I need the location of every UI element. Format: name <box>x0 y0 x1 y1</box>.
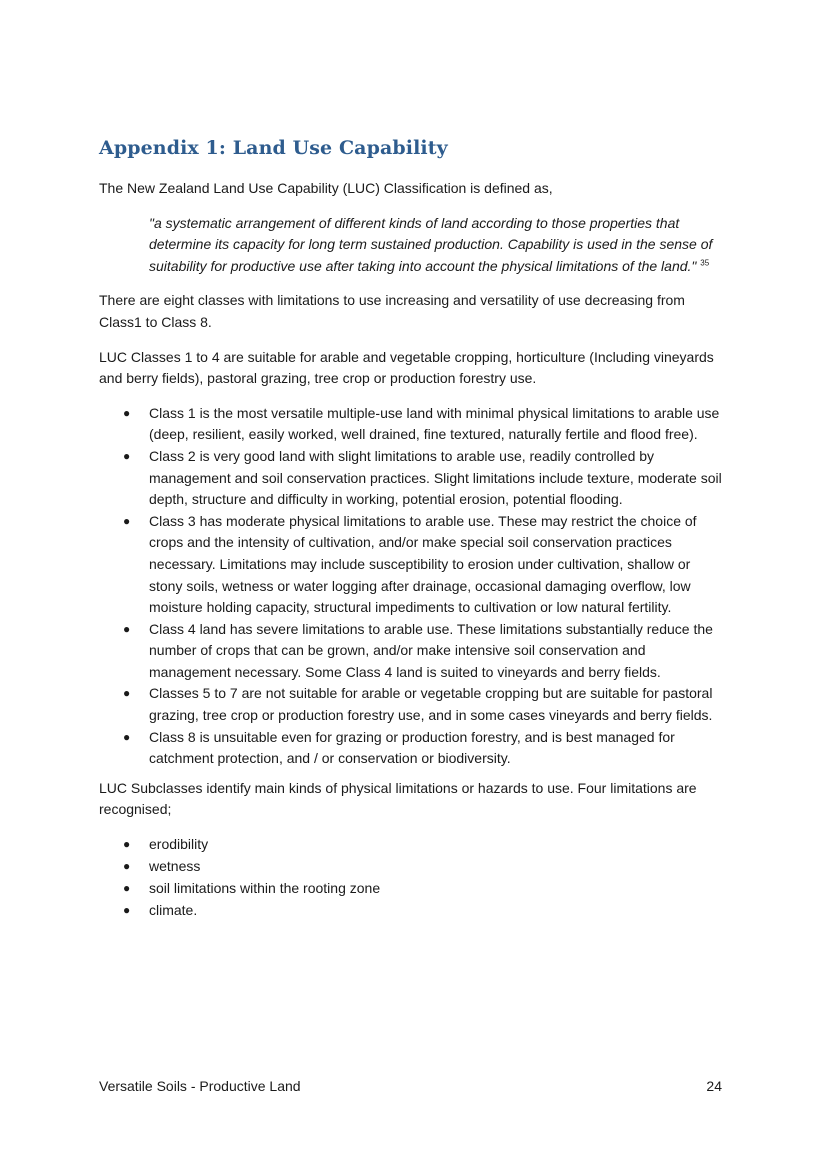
intro-paragraph: The New Zealand Land Use Capability (LUC) Classification is defined as, <box>99 180 553 196</box>
list-item-text: Classes 5 to 7 are not suitable for arable or vegetable cropping but are suitable for pastoral grazing, tree crop or production forestry use, and in some cases vineyards and berry fields. <box>149 685 713 724</box>
bullet-icon: ● <box>123 448 131 463</box>
bullet-icon: ● <box>123 405 131 420</box>
luc-classes-paragraph: LUC Classes 1 to 4 are suitable for arable and vegetable cropping, horticulture (Including vineyards and berry fields), pastoral grazing, tree crop or production forestry use. <box>99 348 714 387</box>
list-item <box>99 878 724 900</box>
bullet-icon: ● <box>123 837 131 852</box>
footer-title: Versatile Soils - Productive Land <box>99 1078 301 1094</box>
list-item <box>99 900 724 922</box>
list-item-text: Class 3 has moderate physical limitations to arable use. These may restrict the choice of crops and the intensity of cultivation, and/or make special soil conservation practices necessary. Limitations may include susceptibility to erosion under cultivation, shallow or stony soils, wetness or water logging after drainage, occasional damaging overflow, low moisture holding capacity, structural impediments to cultivation or low natural fertility. <box>149 512 697 616</box>
list-item <box>99 403 724 446</box>
class-list <box>99 403 724 770</box>
list-item-text: Class 1 is the most versatile multiple-use land with minimal physical limitations to arable use (deep, resilient, easily worked, well drained, fine textured, naturally fertile and flood free). <box>149 404 720 443</box>
page-footer <box>99 1076 722 1097</box>
bullet-icon: ● <box>123 903 131 918</box>
limitation-list <box>99 834 724 922</box>
page-number: 24 <box>706 1078 722 1094</box>
list-item-text: Class 2 is very good land with slight limitations to arable use, readily controlled by management and soil conservation practices. Slight limitations include texture, moderate soil depth, structure and difficulty in working, potential erosion, potential flooding. <box>149 447 722 508</box>
list-item <box>99 446 724 511</box>
list-item <box>99 619 724 684</box>
bullet-icon: ● <box>123 881 131 896</box>
page-title: Appendix 1: Land Use Capability <box>99 137 448 159</box>
page-content <box>99 134 724 930</box>
list-item-text: erodibility <box>149 836 209 853</box>
list-item-text: wetness <box>149 858 201 875</box>
list-item <box>99 683 724 726</box>
bullet-icon: ● <box>123 686 131 701</box>
footnote-marker: 35 <box>700 258 710 268</box>
bullet-icon: ● <box>123 513 131 528</box>
list-item-text: Class 8 is unsuitable even for grazing or production forestry, and is best managed for catchment protection, and / or conservation or biodiversity. <box>149 728 675 767</box>
list-item <box>99 727 724 770</box>
list-item <box>99 511 724 619</box>
bullet-icon: ● <box>123 729 131 744</box>
list-item <box>99 834 724 856</box>
list-item-text: climate. <box>149 902 198 919</box>
bullet-icon: ● <box>123 621 131 636</box>
quote-text: "a systematic arrangement of different kinds of land according to those properties that determine its capacity for long term sustained production. Capability is used in the sense of suitability for productive use after taking into account the physical limitations of the land." <box>149 214 713 274</box>
definition-quote <box>149 213 721 278</box>
bullet-icon: ● <box>123 859 131 874</box>
list-item <box>99 856 724 878</box>
list-item-text: soil limitations within the rooting zone <box>149 880 381 897</box>
classes-paragraph: There are eight classes with limitations to use increasing and versatility of use decreasing from Class1 to Class 8. <box>99 292 685 330</box>
list-item-text: Class 4 land has severe limitations to arable use. These limitations substantially reduce the number of crops that can be grown, and/or make intensive soil conservation and management necessary. Some Class 4 land is suited to vineyards and berry fields. <box>149 620 713 680</box>
subclasses-paragraph: LUC Subclasses identify main kinds of physical limitations or hazards to use. Four limitations are recognised; <box>99 779 697 818</box>
